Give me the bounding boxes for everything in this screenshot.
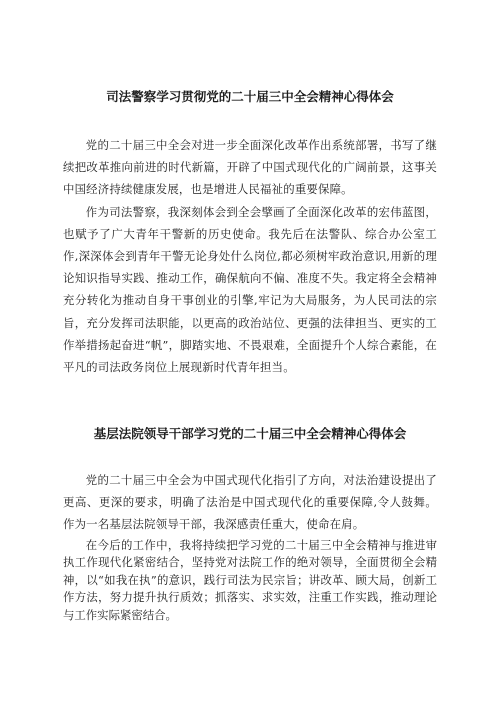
article-1 (63, 88, 437, 378)
article-2 (63, 425, 437, 624)
article-1-paragraph-2: 作为司法警察，我深刻体会到全会擘画了全面深化改革的宏伟蓝图，也赋予了广大青年干警新的历史使命。我先后在法警队、综合办公室工作,深深体会到青年干警无论身处什么岗位,都必须树牢政治意识,用新的理论知识指导实践、推动工作，确保航向不偏、准度不失。我定将全会精神充分转化为推动自身干事创业的引擎,牢记为大局服务，为人民司法的宗旨，充分发挥司法职能，以更高的政治站位、更强的法律担当、更实的工作举措扬起奋进“帆”，脚踏实地、不畏艰难，全面提升个人综合素能，在平凡的司法政务岗位上展现新时代青年担当。 (63, 204, 437, 375)
article-1-title: 司法警察学习贯彻党的二十届三中全会精神心得体会 (106, 89, 394, 104)
article-2-paragraph-2: 在今后的工作中，我将持续把学习党的二十届三中全会精神与推进审执工作现代化紧密结合，坚持党对法院工作的绝对领导，全面贯彻全会精神，以“如我在执”的意识，践行司法为民宗旨；讲改革、顾大局，创新工作方法，努力提升执行质效；抓落实、求实效，注重工作实践，推动理论与工作实际紧密结合。 (63, 537, 437, 622)
article-2-paragraph-1: 党的二十届三中全会为中国式现代化指引了方向，对法治建设提出了更高、更深的要求，明确了法治是中国式现代化的重要保障,令人鼓舞。作为一名基层法院领导干部，我深感责任重大，使命在肩。 (63, 473, 437, 532)
article-2-title: 基层法院领导干部学习党的二十届三中全会精神心得体会 (93, 426, 407, 441)
article-1-paragraph-1: 党的二十届三中全会对进一步全面深化改革作出系统部署，书写了继续把改革推向前进的时代新篇，开辟了中国式现代化的广阔前景，这事关中国经济持续健康发展，也是增进人民福祉的重要保障。 (63, 138, 437, 197)
article-1-body (63, 134, 437, 378)
article-2-body (63, 469, 437, 624)
